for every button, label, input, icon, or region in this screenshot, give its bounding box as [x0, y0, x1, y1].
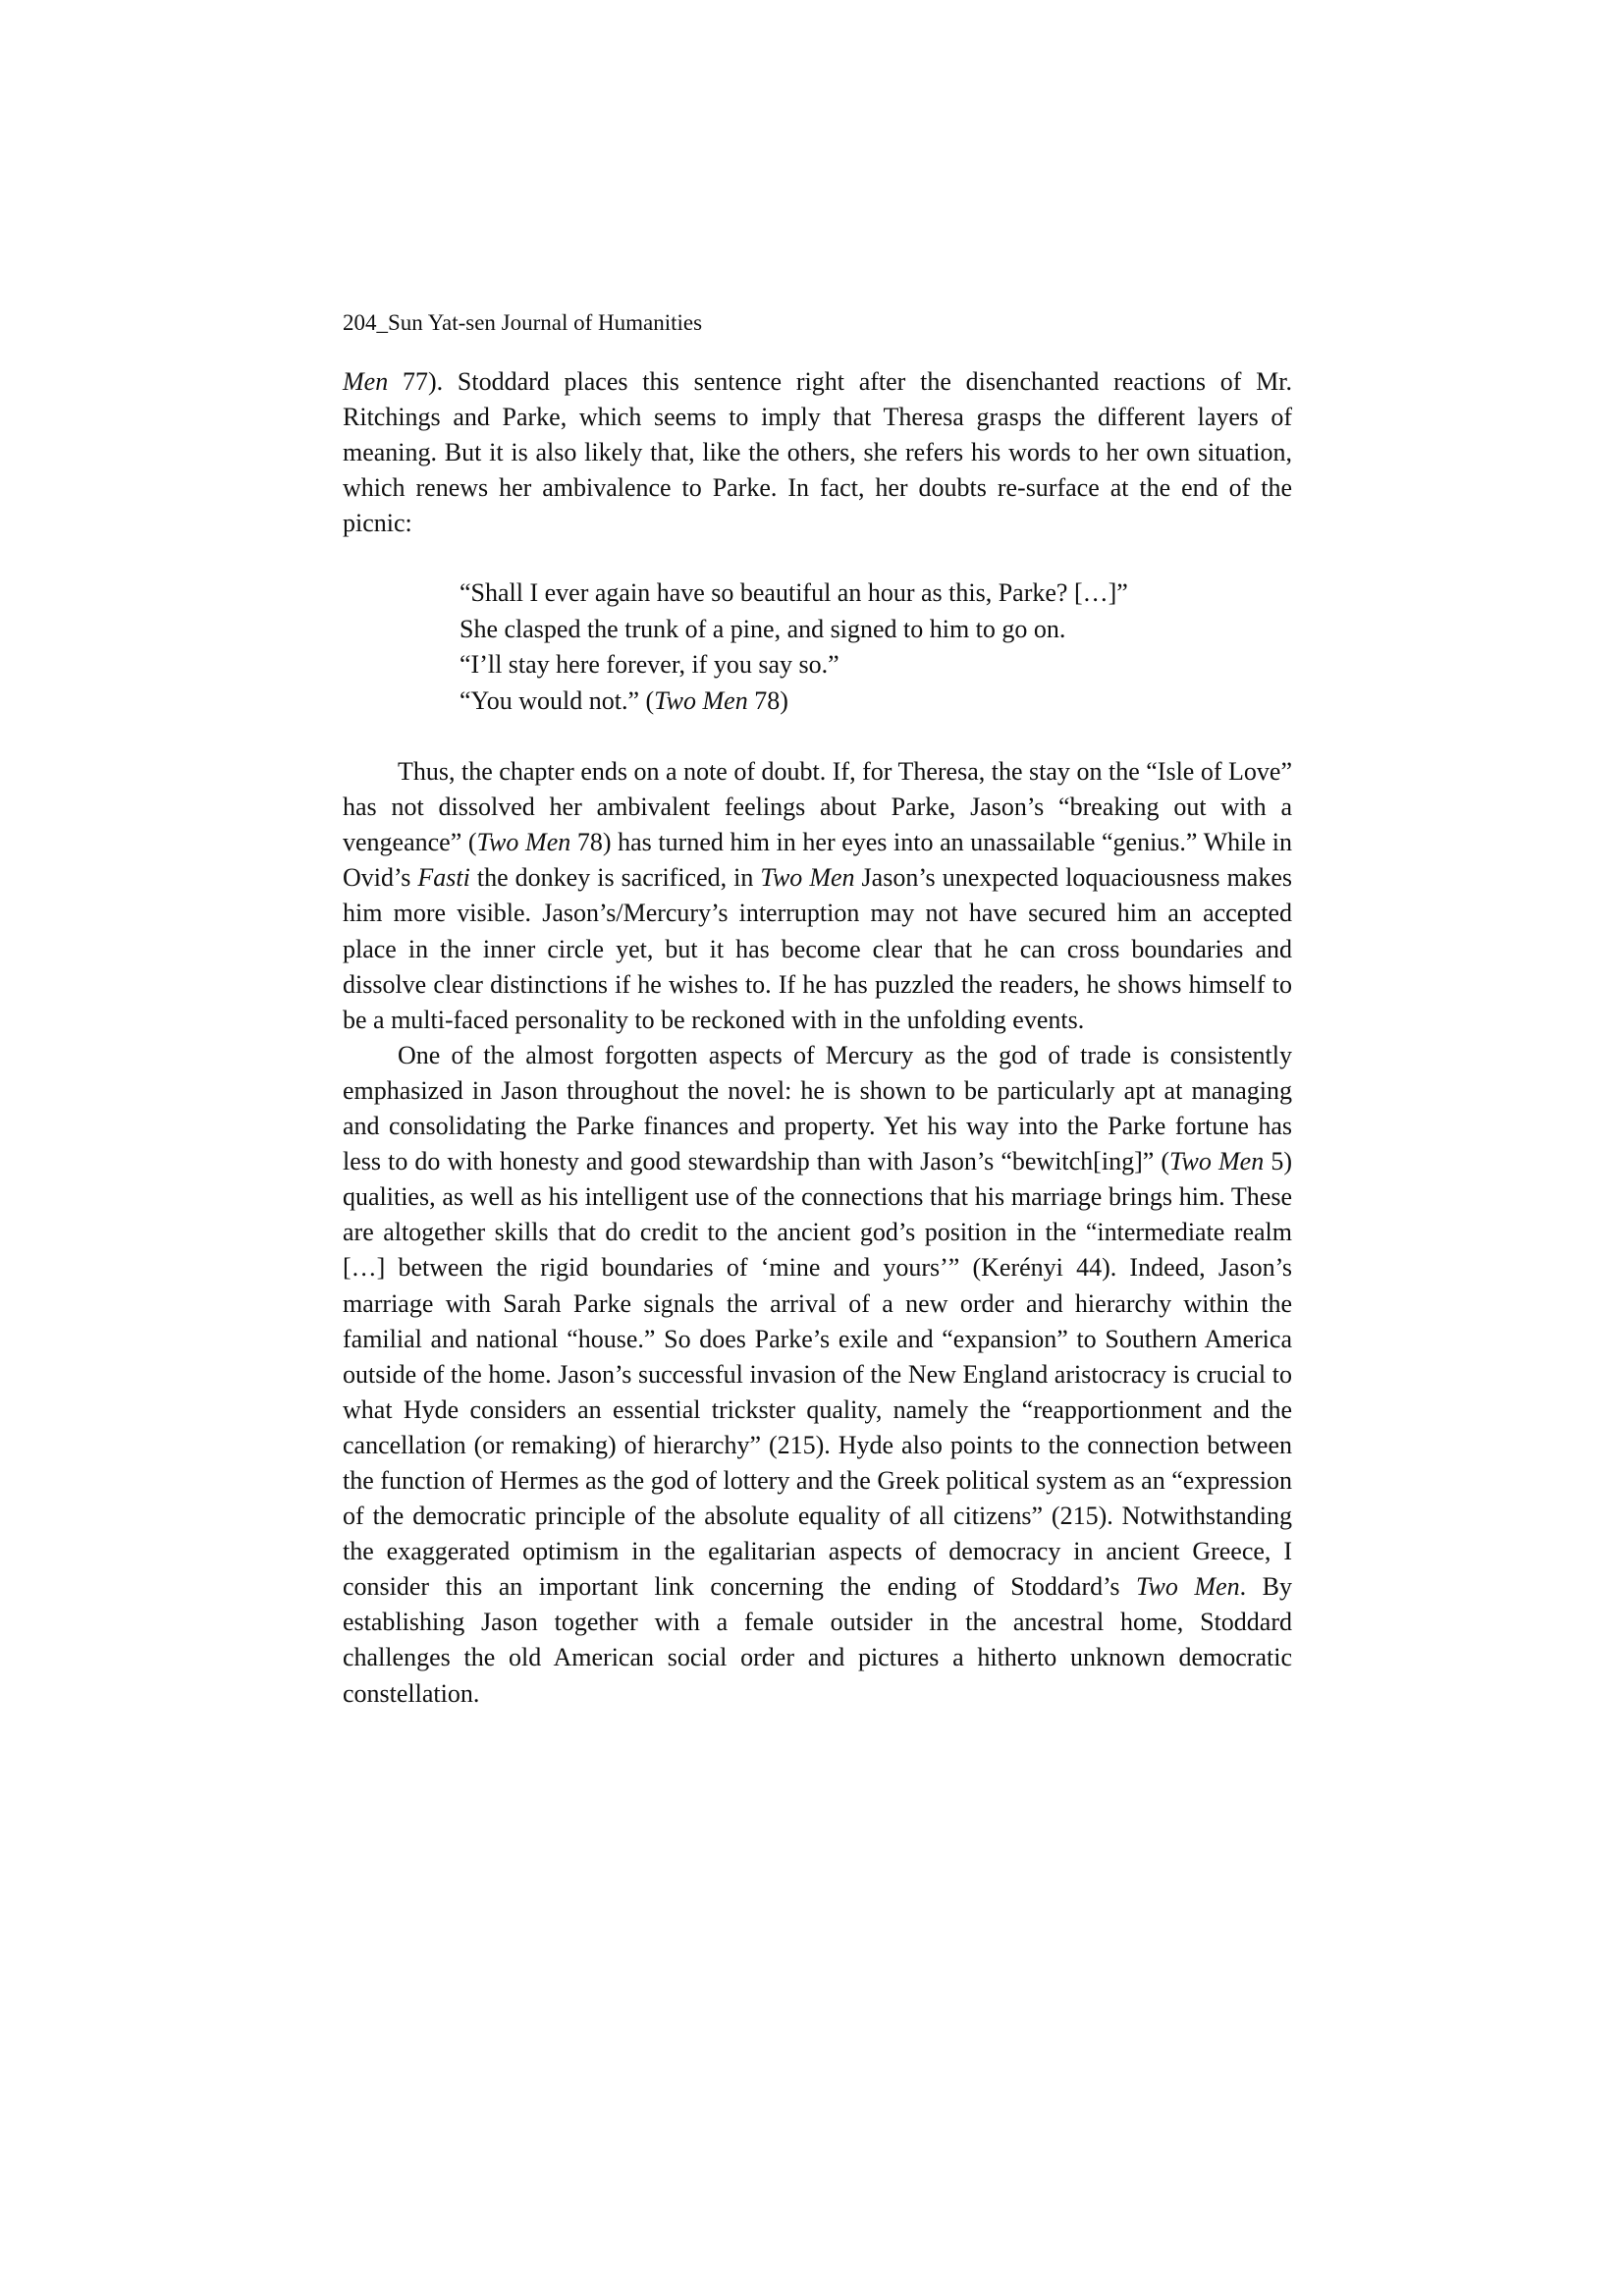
- text-segment: Two Men: [654, 685, 748, 715]
- text-segment: Two Men: [1169, 1147, 1265, 1176]
- text-segment: Fasti: [417, 863, 470, 893]
- quote-line: [460, 647, 1292, 683]
- text-segment: One of the almost forgotten aspects of Mercury as the god of trade is consistently emphasized in Jason throughout the novel: he is shown to be particularly apt at managing and consolidating the Parke finances and property. Yet his way into the Parke fortune has less to do with honesty and good stewardship than with Jason’s “bewitch[ing]” (: [343, 1040, 1292, 1176]
- quote-line: [460, 683, 1292, 719]
- spacer: [343, 541, 1292, 575]
- text-segment: Thus, the chapter ends on a note of doubt. If, for Theresa, the stay on the “Isle of Love” has not dissolved her ambivalent feelings about Parke, Jason’s “breaking out with a vengeance” (: [343, 757, 1292, 857]
- body-text: [343, 364, 1292, 1712]
- spacer: [343, 719, 1292, 754]
- text-segment: “Shall I ever again have so beautiful an hour as this, Parke? […]”: [460, 578, 1128, 608]
- paragraph-1: [343, 364, 1292, 541]
- text-segment: 77). Stoddard places this sentence right after the disenchanted reactions of Mr. Ritchings and Parke, which seems to imply that Theresa grasps the different layers of meaning. But it is also likely that, like the others, she refers his words to her own situation, which renews her ambivalence to Parke. In fact, her doubts re-surface at the end of the picnic:: [343, 367, 1292, 538]
- text-segment: the donkey is sacrificed, in: [469, 863, 761, 893]
- quote-line: [460, 575, 1292, 611]
- text-segment: . By establishing Jason together with a female outsider in the ancestral home, Stoddard challenges the old American social order and pictures a hitherto unknown democratic constellation.: [343, 1572, 1293, 1708]
- paragraph-2: [343, 754, 1292, 1038]
- text-segment: Men: [343, 367, 389, 396]
- running-header: 204_Sun Yat-sen Journal of Humanities: [343, 310, 703, 335]
- text-segment: Two Men: [1136, 1572, 1240, 1602]
- paragraph-3: [343, 1038, 1292, 1712]
- text-segment: She clasped the trunk of a pine, and signed to him to go on.: [460, 614, 1066, 643]
- text-segment: “I’ll stay here forever, if you say so.”: [460, 650, 839, 680]
- block-quote: [343, 575, 1292, 719]
- quote-line: [460, 612, 1292, 647]
- text-segment: “You would not.” (: [460, 685, 655, 715]
- text-segment: 78) has turned him in her eyes into an unassailable “genius.” While in Ovid’s: [343, 828, 1292, 893]
- text-segment: 5) qualities, as well as his intelligent use of the connections that his marriage brings him. These are altogether skills that do credit to the ancient god’s position in the “intermediate realm […] between the rigid boundaries of ‘mine and yours’” (Kerényi 44). Indeed, Jason’s marriage with Sarah Parke signals the arrival of a new order and hierarchy within the familial and national “house.” So does Parke’s exile and “expansion” to Southern America outside of the home. Jason’s successful invasion of the New England aristocracy is crucial to what Hyde considers an essential trickster quality, namely the “reapportionment and the cancellation (or remaking) of hierarchy” (215). Hyde also points to the connection between the function of Hermes as the god of lottery and the Greek political system as an “expression of the democratic principle of the absolute equality of all citizens” (215). Notwithstanding the exaggerated optimism in the egalitarian aspects of democracy in ancient Greece, I consider this an important link concerning the ending of Stoddard’s: [343, 1147, 1292, 1602]
- text-segment: Jason’s unexpected loquaciousness makes him more visible. Jason’s/Mercury’s interruption may not have secured him an accepted place in the inner circle yet, but it has become clear that he can cross boundaries and dissolve clear distinctions if he wishes to. If he has puzzled the readers, he shows himself to be a multi-faced personality to be reckoned with in the unfolding events.: [343, 863, 1292, 1034]
- text-segment: Two Men: [760, 863, 855, 893]
- text-segment: 78): [747, 685, 788, 715]
- text-segment: Two Men: [476, 828, 571, 857]
